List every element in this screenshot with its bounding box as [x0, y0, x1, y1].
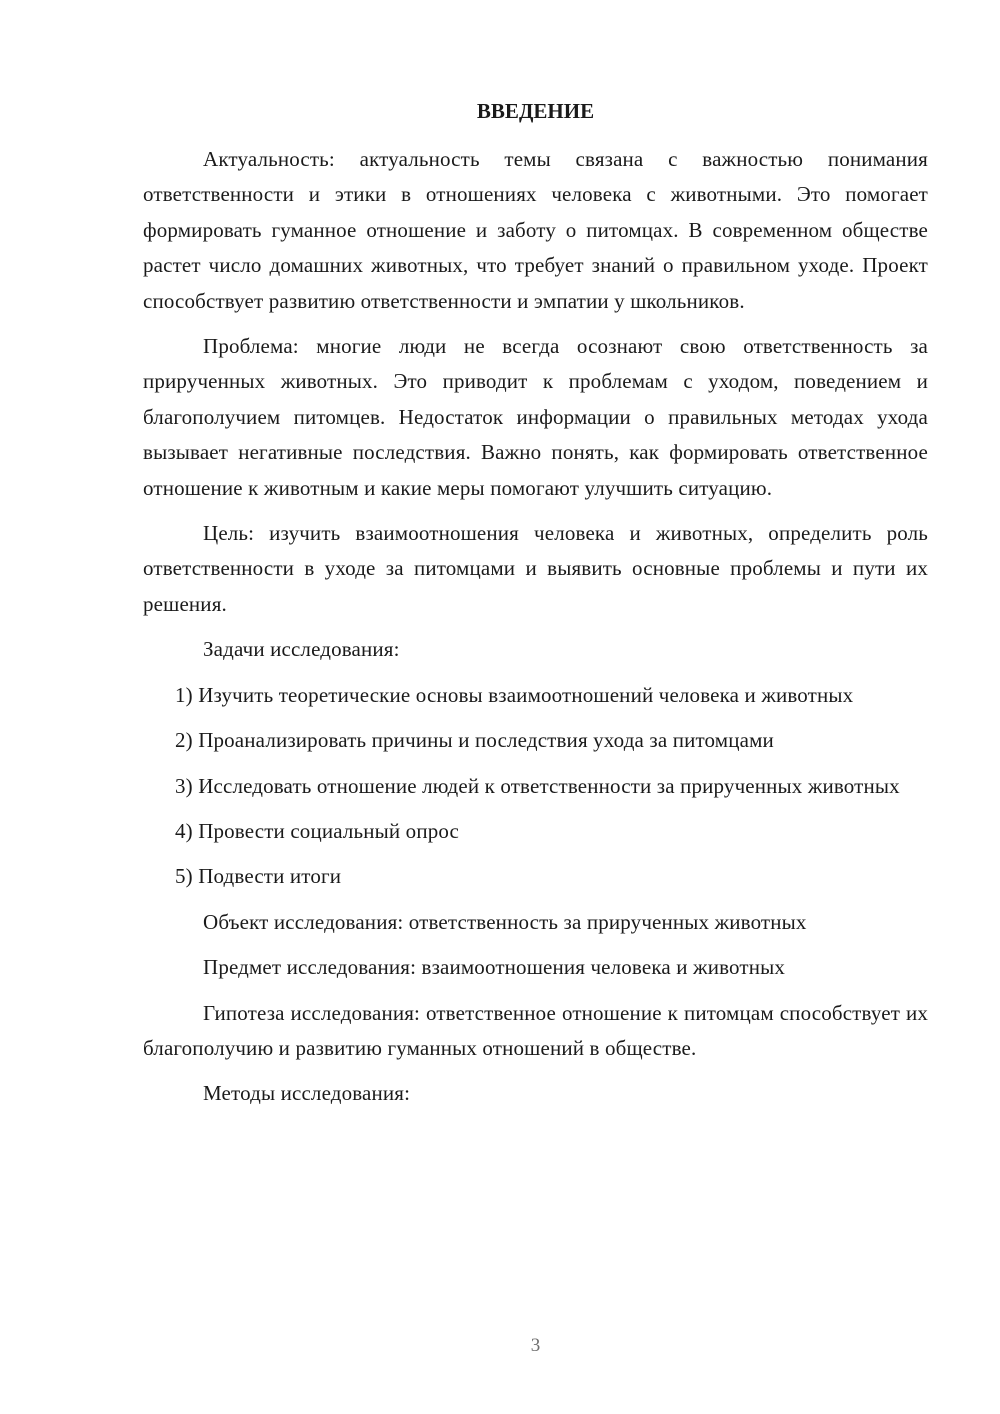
- introduction-body: [143, 142, 928, 1112]
- research-object-paragraph: Объект исследования: ответственность за прирученных животных: [203, 909, 807, 934]
- goal-paragraph: Цель: изучить взаимоотношения человека и животных, определить роль ответственности в уходе за питомцами и выявить основные проблемы и пути их решения.: [143, 521, 928, 616]
- methods-heading: Методы исследования:: [203, 1081, 411, 1106]
- task-item-4: 4) Провести социальный опрос: [175, 818, 460, 843]
- task-item-3: 3) Исследовать отношение людей к ответственности за прирученных животных: [175, 773, 900, 798]
- page-number: 3: [530, 1335, 541, 1356]
- task-item-5: 5) Подвести итоги: [175, 864, 342, 889]
- hypothesis-paragraph: Гипотеза исследования: ответственное отношение к питомцам способствует их благополучию и развитию гуманных отношений в обществе.: [143, 1000, 928, 1060]
- relevance-paragraph: Актуальность: актуальность темы связана с важностью понимания ответственности и этики в отношениях человека с животными. Это помогает формировать гуманное отношение и заботу о питомцах. В современном обществе растет число домашних животных, что требует знаний о правильном уходе. Проект способствует развитию ответственности и эмпатии у школьников.: [143, 147, 928, 313]
- task-item-2: 2) Проанализировать причины и последствия ухода за питомцами: [175, 728, 774, 753]
- document-page: [143, 0, 928, 1414]
- research-subject-paragraph: Предмет исследования: взаимоотношения человека и животных: [203, 955, 786, 980]
- problem-paragraph: Проблема: многие люди не всегда осознают свою ответственность за прирученных животных. Это приводит к проблемам с уходом, поведением и благополучием питомцев. Недостаток информации о правильных методах ухода вызывает негативные последствия. Важно понять, как формировать ответственное отношение к животным и какие меры помогают улучшить ситуацию.: [143, 334, 928, 500]
- task-item-1: 1) Изучить теоретические основы взаимоотношений человека и животных: [175, 682, 854, 707]
- section-heading: ВВЕДЕНИЕ: [476, 99, 595, 123]
- tasks-heading: Задачи исследования:: [203, 637, 400, 662]
